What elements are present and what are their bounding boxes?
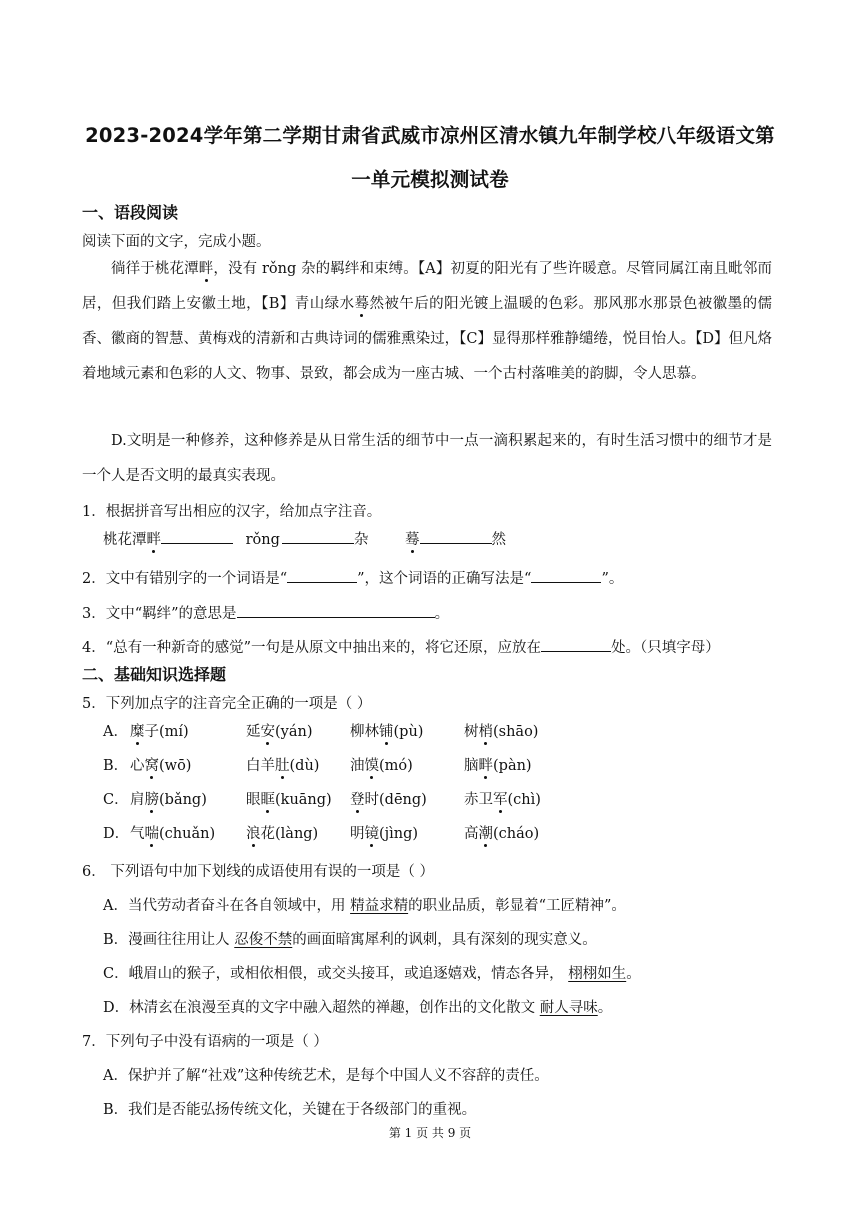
passage-text: 然被午后的阳光镀上温暖的色彩。那风那水那景色被徽墨的儒香、徽商的智慧、黄梅戏的清新和古典诗词的儒雅熏染过，【C】显得那样雅静缱绻，悦目怡人。【D】但凡烙着地域元素和色彩的人文、物事、景致，都会成为一座古城、一个古村落唯美的韵脚，令人思慕。 [82, 296, 773, 382]
passage-paragraph-1 [82, 252, 772, 392]
option-text: A．当代劳动者奋斗在各自领域中，用 [103, 898, 351, 914]
reading-intro: 阅读下面的文字，完成小题。 [82, 234, 271, 250]
option-word [350, 754, 413, 775]
dotted-char: 馍 [364, 758, 379, 774]
word-part: (chì) [507, 792, 541, 808]
question-6-option-c[interactable] [103, 962, 641, 983]
dotted-char: 铺 [379, 724, 394, 740]
word-part: (chuǎn) [159, 826, 216, 842]
answer-blank[interactable] [237, 603, 435, 618]
option-word [130, 754, 191, 775]
q3-text: 3．文中“羁绊”的意思是 [82, 606, 237, 622]
underlined-idiom: 忍俊不禁 [234, 932, 293, 948]
word-part: 明 [350, 826, 365, 842]
option-word [130, 720, 189, 741]
section-heading-basics: 二、基础知识选择题 [82, 665, 227, 684]
word-part: (yán) [275, 724, 313, 740]
q1-item-b-post: 杂 [353, 532, 369, 548]
dotted-char: 安 [260, 724, 275, 740]
answer-blank[interactable] [420, 529, 492, 544]
word-part: 柳林 [350, 724, 379, 740]
dotted-char: 蓦 [354, 296, 370, 312]
question-3 [82, 602, 449, 623]
option-word [130, 788, 207, 809]
dotted-char: 畔 [478, 758, 493, 774]
word-part: 气 [130, 826, 145, 842]
option-word [130, 822, 215, 843]
word-part: 赤卫 [464, 792, 493, 808]
answer-blank[interactable] [282, 529, 354, 544]
option-word [350, 822, 418, 843]
word-part: 花(làng) [260, 826, 319, 842]
option-word [464, 822, 539, 843]
word-part: 高 [464, 826, 479, 842]
dotted-char: 潮 [478, 826, 493, 842]
option-text: 的职业品质，彰显着“工匠精神”。 [408, 898, 626, 914]
word-part: 眼 [246, 792, 261, 808]
word-part: (wō) [159, 758, 192, 774]
q1-item-c-post: 然 [491, 532, 507, 548]
dotted-char: 蓦 [405, 532, 420, 548]
option-text: B．漫画往往用让人 [103, 932, 235, 948]
word-part: 子(mí) [144, 724, 189, 740]
option-label: A． [103, 724, 128, 740]
q2-text: ”。 [601, 571, 624, 587]
word-part: (pàn) [493, 758, 532, 774]
q1-item-a: 桃花潭 [103, 532, 147, 548]
word-part: (jìng) [379, 826, 419, 842]
passage-text: ，没有 rǒng 杂的羁绊和束缚。【A】初夏的阳光有了些许暖意。尽管同属江南且毗邻而居，但我们踏上安徽土地，【B】青山绿水 [82, 261, 773, 312]
question-5-stem: 5．下列加点字的注音完全正确的一项是（ ） [82, 696, 372, 712]
exam-title-line1: 2023-2024学年第二学期甘肃省武威市凉州区清水镇九年制学校八年级语文第 [85, 124, 775, 147]
question-2 [82, 567, 623, 588]
option-word [246, 720, 313, 741]
word-part: (mó) [379, 758, 413, 774]
question-6-option-b[interactable] [103, 928, 597, 949]
dotted-char: 肚 [275, 758, 290, 774]
word-part: (bǎng) [159, 792, 207, 808]
section-heading-reading: 一、语段阅读 [82, 203, 179, 222]
q4-text: 处。（只填字母） [611, 640, 720, 656]
option-label: C． [103, 792, 129, 808]
q2-text: ”，这个词语的正确写法是“ [357, 571, 532, 587]
underlined-idiom: 耐人寻味 [539, 1000, 598, 1016]
word-part: 肩 [130, 792, 145, 808]
q2-text: 2．文中有错别字的一个词语是“ [82, 571, 288, 587]
exam-title-line2: 一单元模拟测试卷 [351, 168, 509, 191]
option-text: 。 [626, 966, 641, 982]
page-footer: 第 1 页 共 9 页 [388, 1126, 472, 1140]
question-7-stem: 7．下列句子中没有语病的一项是（ ） [82, 1034, 328, 1050]
option-text: D．林清玄在浪漫至真的文字中融入超然的禅趣，创作出的文化散文 [103, 1000, 540, 1016]
option-word [246, 822, 318, 843]
word-part: 脑 [464, 758, 479, 774]
dotted-char: 梢 [478, 724, 493, 740]
question-4 [82, 636, 720, 657]
question-6-option-d[interactable] [103, 996, 612, 1017]
dotted-char: 糜 [130, 724, 145, 740]
question-1-answers [103, 528, 506, 549]
option-word [464, 754, 532, 775]
word-part: (dù) [289, 758, 320, 774]
dotted-char: 眶 [260, 792, 275, 808]
option-word [464, 788, 541, 809]
option-word [246, 754, 319, 775]
question-6-stem: 6． 下列语句中加下划线的成语使用有误的一项是（ ） [82, 864, 434, 880]
question-7-option-a[interactable]: A．保护并了解“社戏”这种传统艺术，是每个中国人义不容辞的责任。 [103, 1068, 549, 1084]
passage-paragraph-2: D.文明是一种修养，这种修养是从日常生活的细节中一点一滴积累起来的，有时生活习惯中的细节才是一个人是否文明的最真实表现。 [82, 433, 772, 484]
answer-blank[interactable] [531, 568, 601, 583]
passage-text: 徜徉于桃花潭 [111, 261, 199, 277]
dotted-char: 镜 [364, 826, 379, 842]
dotted-char: 浪 [246, 826, 261, 842]
option-label: B． [103, 758, 129, 774]
word-part: (pù) [393, 724, 424, 740]
option-word [350, 788, 427, 809]
option-label: D． [103, 826, 130, 842]
dotted-char: 膀 [144, 792, 159, 808]
question-1-stem: 1．根据拼音写出相应的汉字，给加点字注音。 [82, 504, 382, 520]
word-part: 延 [246, 724, 261, 740]
dotted-char: 窝 [144, 758, 159, 774]
answer-blank[interactable] [287, 568, 357, 583]
dotted-char: 喘 [144, 826, 159, 842]
q1-item-b-pinyin: rǒng [245, 532, 280, 548]
dotted-char: 登 [350, 792, 365, 808]
underlined-idiom: 精益求精 [350, 898, 409, 914]
dotted-char: 畔 [198, 261, 214, 277]
answer-blank[interactable] [161, 529, 233, 544]
word-part: 时(dēng) [364, 792, 427, 808]
word-part: (cháo) [493, 826, 540, 842]
q4-text: 4．“总有一种新奇的感觉”一句是从原文中抽出来的，将它还原，应放在 [82, 640, 542, 656]
word-part: (kuāng) [275, 792, 332, 808]
word-part: 白羊 [246, 758, 275, 774]
option-text: 。 [597, 1000, 613, 1016]
dotted-char: 军 [493, 792, 508, 808]
underlined-idiom: 栩栩如生 [568, 966, 627, 982]
question-6-option-a[interactable] [103, 894, 626, 915]
word-part: (shāo) [493, 724, 539, 740]
q3-text: 。 [434, 606, 450, 622]
word-part: 树 [464, 724, 479, 740]
question-7-option-b[interactable]: B．我们是否能弘扬传统文化，关键在于各级部门的重视。 [103, 1102, 477, 1118]
option-word [350, 720, 423, 741]
option-text: C．峨眉山的猴子，或相依相偎，或交头接耳，或追逐嬉戏，情态各异， [103, 966, 569, 982]
dotted-char: 畔 [146, 532, 161, 548]
option-word [464, 720, 538, 741]
answer-blank[interactable] [541, 637, 611, 652]
word-part: 心 [130, 758, 145, 774]
option-word [246, 788, 332, 809]
word-part: 油 [350, 758, 365, 774]
option-text: 的画面暗寓犀利的讽刺，具有深刻的现实意义。 [292, 932, 597, 948]
